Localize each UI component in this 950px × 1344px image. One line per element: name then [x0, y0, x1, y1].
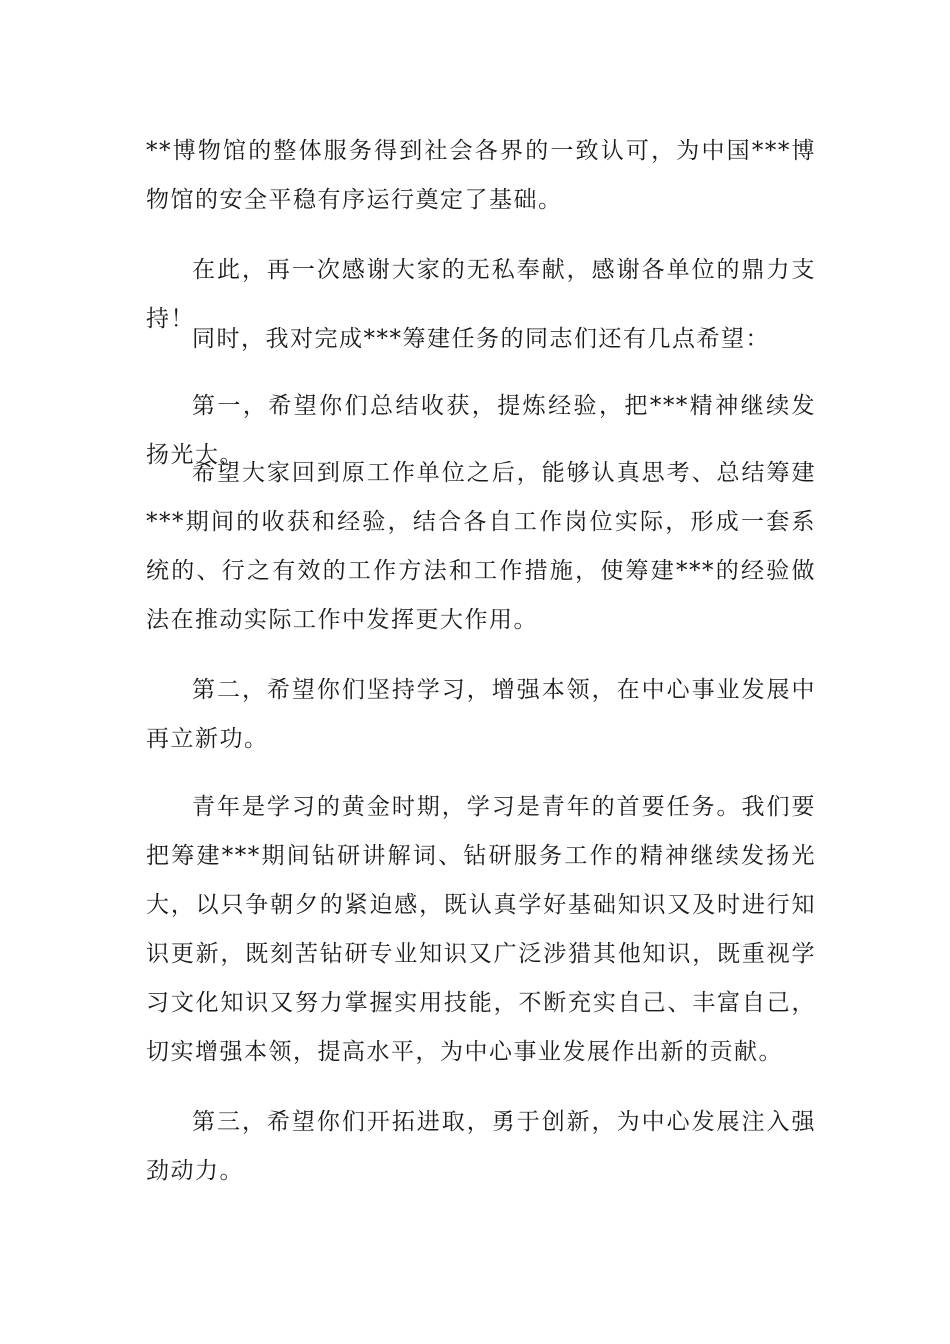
paragraph-second-hope-detail: 青年是学习的黄金时期，学习是青年的首要任务。我们要把筹建***期间钻研讲解词、钻研服务工作的精神继续发扬光大，以只争朝夕的紧迫感，既认真学好基础知识又及时进行知识更新，既刻苦钻研专业知识又广泛涉猎其他知识，既重视学习文化知识又努力掌握实用技能，不断充实自己、丰富自己，切实增强本领，提高水平，为中心事业发展作出新的贡献。	[146, 794, 816, 1065]
paragraph-first-hope: 第一，希望你们总结收获，提炼经验，把***精神继续发扬光大。	[146, 393, 816, 468]
paragraph-thanks: 在此，再一次感谢大家的无私奉献，感谢各单位的鼎力支持！	[146, 257, 816, 332]
paragraph-first-hope-detail: 希望大家回到原工作单位之后，能够认真思考、总结筹建***期间的收获和经验，结合各自工作岗位实际，形成一套系统的、行之有效的工作方法和工作措施，使筹建***的经验做法在推动实际工作中发挥更大作用。	[146, 460, 816, 633]
paragraph-second-hope: 第二，希望你们坚持学习，增强本领，在中心事业发展中再立新功。	[146, 677, 816, 752]
paragraph-third-hope: 第三，希望你们开拓进取，勇于创新，为中心发展注入强劲动力。	[146, 1109, 816, 1184]
paragraph-hopes-intro: 同时，我对完成***筹建任务的同志们还有几点希望：	[192, 326, 770, 352]
paragraph-museum-recognition: **博物馆的整体服务得到社会各界的一致认可，为中国***博物馆的安全平稳有序运行奠定了基础。	[146, 138, 816, 213]
